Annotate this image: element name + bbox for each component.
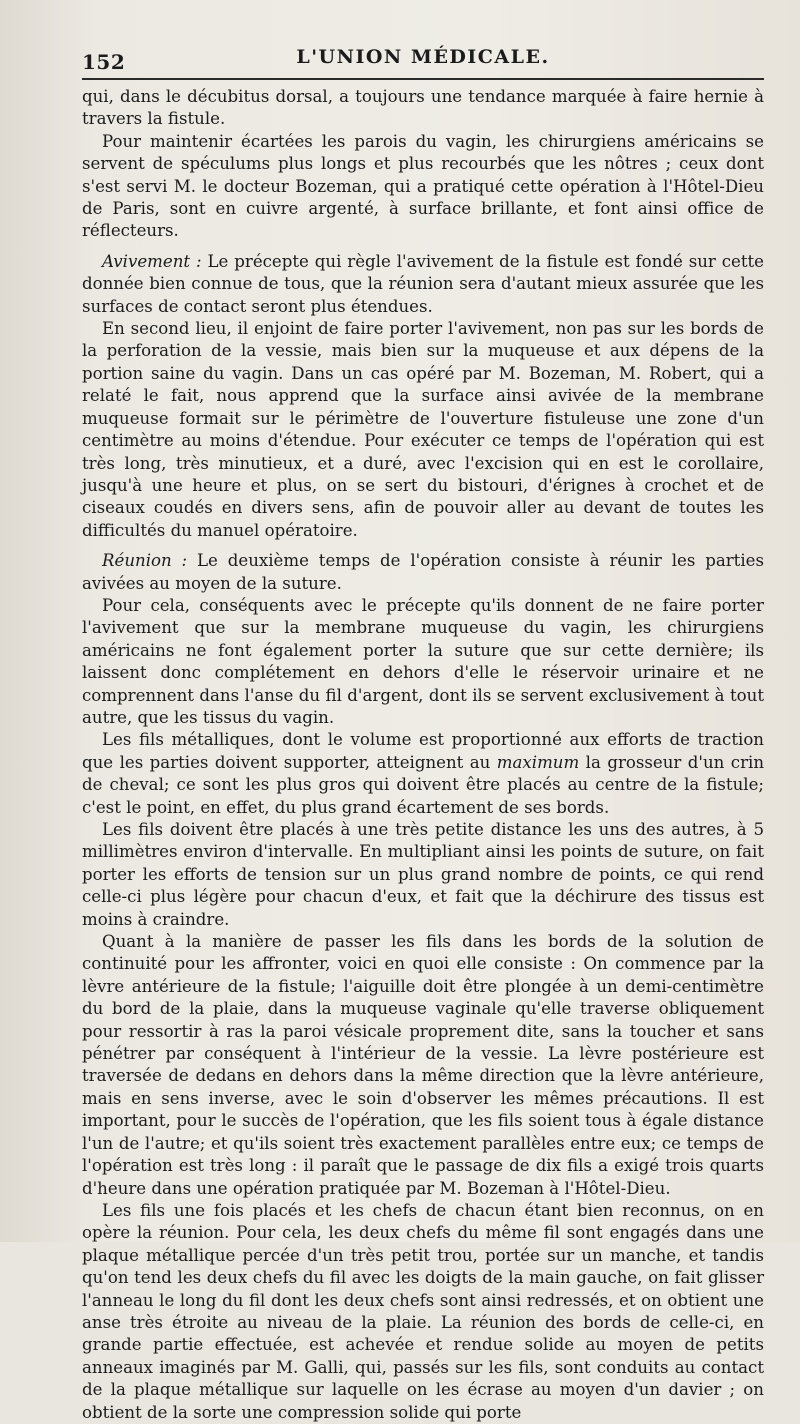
paragraph-7-emphasis: maximum [496,752,580,772]
section-lead-reunion: Réunion : [102,551,188,571]
paragraph-4: En second lieu, il enjoint de faire porter l'avivement, non pas sur les bords de la perforation de la vessie, mais bien sur la muqueuse et aux dépens de la portion saine du vagin. Dans un cas opéré par M. Bozeman, M. Robert, qui a relaté le fait, nous apprend que la surface ainsi avivée de la membrane muqueuse formait sur le périmètre de l'ouverture fistuleuse une zone d'un centimètre au moins d'étendue. Pour exécuter ce temps de l'opération qui est très long, très minutieux, et a duré, avec l'excision qui en est le corollaire, jusqu'à une heure et plus, on se sert du bistouri, d'érignes à crochet et de ciseaux coudés en divers sens, afin de pouvoir aller au devant de toutes les difficultés du manuel opératoire. [82,319,764,540]
paragraph-avivement [82,251,764,318]
paragraph-2: Pour maintenir écartées les parois du vagin, les chirurgiens américains se servent de spéculums plus longs et plus recourbés que les nôtres ; ceux dont s'est servi M. le docteur Bozeman, qui a pratiqué cette opération à l'Hôtel-Dieu de Paris, sont en cuivre argenté, à surface brillante, et font ainsi office de réflecteurs. [82,131,764,241]
paragraph-1: qui, dans le décubitus dorsal, a toujours une tendance marquée à faire hernie à travers la fistule. [82,87,764,129]
paragraph-avivement-text: Le précepte qui règle l'avivement de la fistule est fondé sur cette donnée bien connue de tous, que la réunion sera d'autant mieux assurée que les surfaces de contact seront plus étendues. [82,251,765,316]
paragraph-7-part-a: Les fils métalliques, dont le volume est proportionné aux efforts de traction que les parties doivent supporter, atteignent au [82,730,764,772]
paragraph-reunion-text: Le deuxième temps de l'opération consiste à réunir les parties avivées au moyen de la suture. [82,551,764,593]
paragraph-9: Quant à la manière de passer les fils dans les bords de la solution de continuité pour les affronter, voici en quoi elle consiste : On commence par la lèvre antérieure de la fistule; l'aiguille doit être plongée à un demi-centimètre du bord de la plaie, dans la muqueuse vaginale qu'elle traverse obliquement pour ressortir à ras la paroi vésicale proprement dite, sans la toucher et sans pénétrer par conséquent à l'intérieur de la vessie. La lèvre postérieure est traversée de dedans en dehors dans la même direction que la lèvre antérieure, mais en sens inverse, avec le soin d'observer les mêmes précautions. Il est important, pour le succès de l'opération, que les fils soient tous à égale distance l'un de l'autre; et qu'ils soient très exactement parallèles entre eux; ce temps de l'opération est très long : il paraît que le passage de dix fils a exigé trois quarts d'heure dans une opération pratiquée par M. Bozeman à l'Hôtel-Dieu. [82,932,764,1198]
page-number: 152 [82,50,126,74]
paragraph-6: Pour cela, conséquents avec le précepte qu'ils donnent de ne faire porter l'avivement que sur la membrane muqueuse du vagin, les chirurgiens américains ne font également porter la suture que sur cette dernière; ils laissent donc complétement en dehors d'elle le réservoir urinaire et ne comprennent dans l'anse du fil d'argent, dont ils se servent exclusivement à tout autre, que les tissus du vagin. [82,595,764,727]
page-header [82,44,764,80]
paragraph-7-part-b: la grosseur d'un crin de cheval; ce sont les plus gros qui doivent être placés au centre de la fistule; c'est le point, en effet, du plus grand écartement de ses bords. [82,752,765,817]
body-text [82,86,764,1424]
paragraph-8: Les fils doivent être placés à une très petite distance les uns des autres, à 5 millimètres environ d'intervalle. En multipliant ainsi les points de suture, on fait porter les efforts de tension sur un plus grand nombre de points, ce qui rend celle-ci plus légère pour chacun d'eux, et fait que la déchirure des tissus est moins à craindre. [82,820,764,929]
paragraph-reunion [82,550,764,595]
paragraph-7 [82,729,764,819]
paragraph-10: Les fils une fois placés et les chefs de chacun étant bien reconnus, on en opère la réunion. Pour cela, les deux chefs du même fil sont engagés dans une plaque métallique percée d'un très petit trou, portée sur un manche, et tandis qu'on tend les deux chefs du fil avec les doigts de la main gauche, on fait glisser l'anneau le long du fil dont les deux chefs sont ainsi redressés, et on obtient une anse très étroite au niveau de la plaie. La réunion des bords de celle-ci, en grande partie effectuée, est achevée et rendue solide au moyen de petits anneaux imaginés par M. Galli, qui, passés sur les fils, sont conduits au contact de la plaque métallique sur laquelle on les écrase au moyen d'un davier ; on obtient de la sorte une compression solide qui porte [82,1200,764,1422]
running-title: L'UNION MÉDICALE. [296,46,550,68]
section-lead-avivement: Avivement : [102,251,202,271]
